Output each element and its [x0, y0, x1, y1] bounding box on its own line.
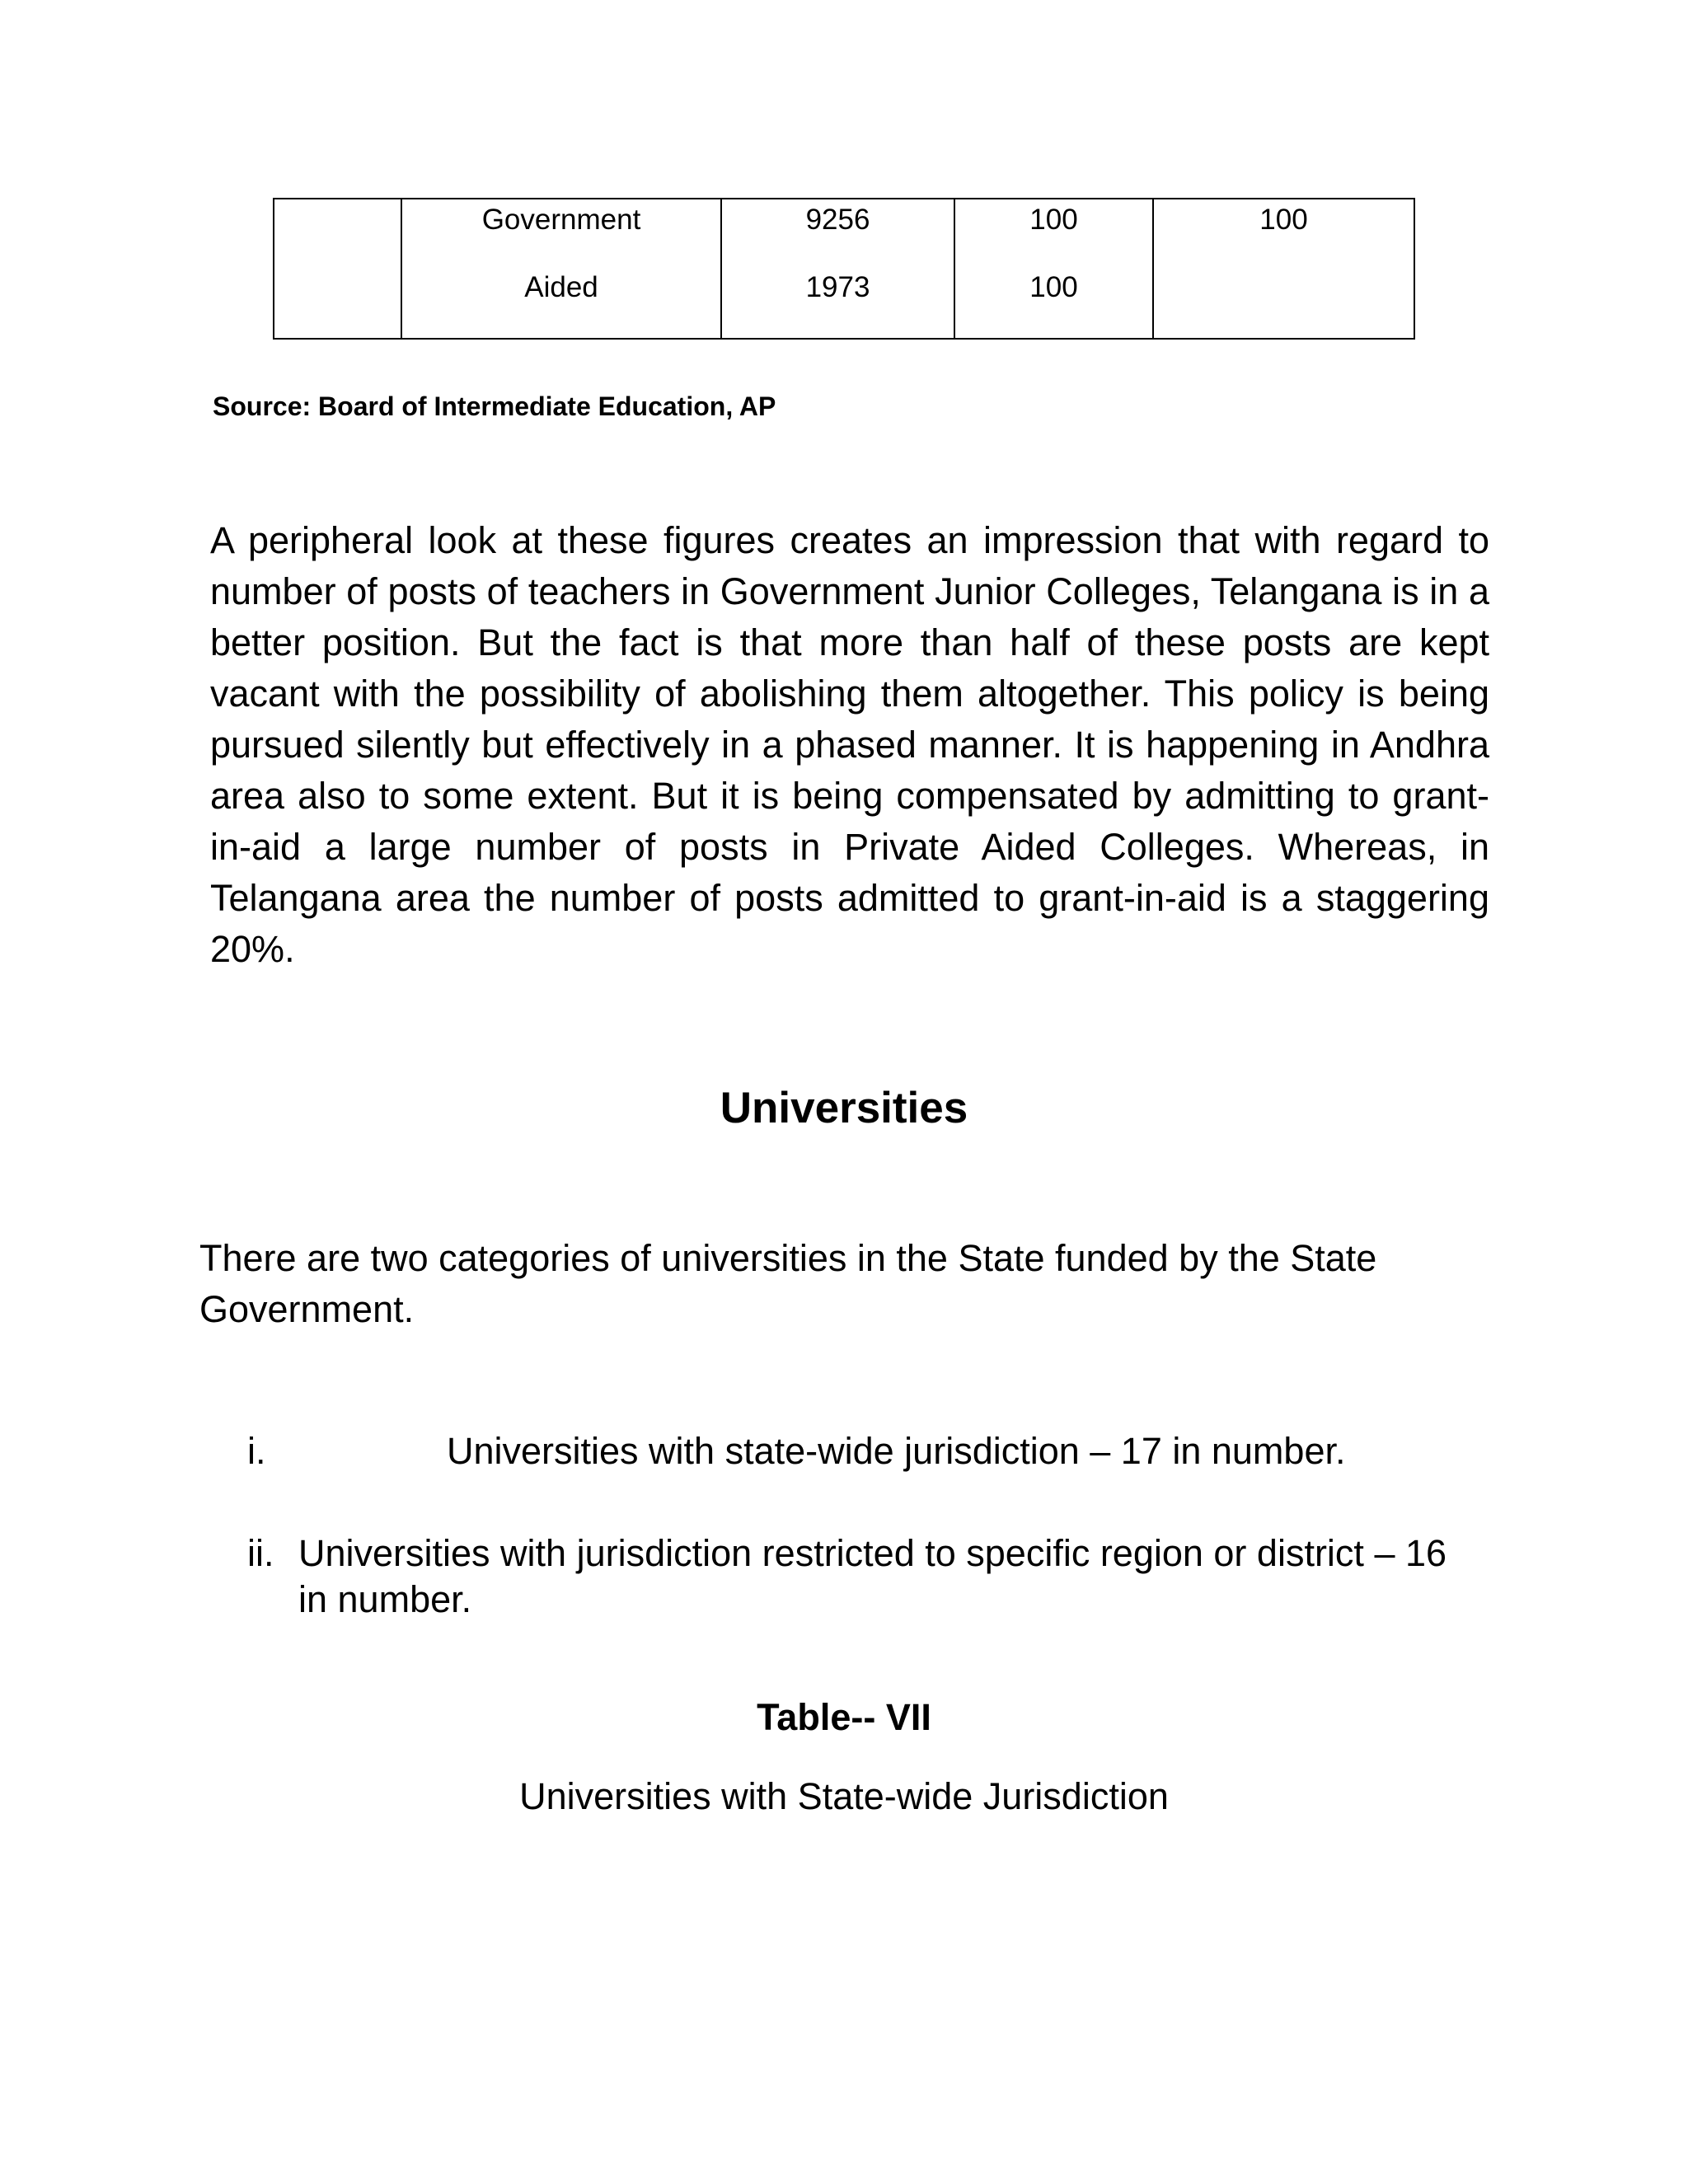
section-heading: Universities: [720, 1084, 968, 1132]
list-marker: ii.: [247, 1532, 274, 1574]
table-cell-value1: [721, 199, 954, 339]
table-row: [274, 199, 1414, 339]
list-marker: i.: [247, 1430, 266, 1472]
cell-value: 1973: [805, 271, 870, 303]
table-title: Table-- VII: [757, 1696, 931, 1738]
table-cell-value3: [1153, 199, 1414, 339]
intro-paragraph: There are two categories of universities in the State funded by the State Government.: [199, 1237, 1377, 1330]
table-cell: [274, 199, 401, 339]
cell-value: Aided: [524, 271, 598, 303]
cell-value: [1154, 270, 1414, 338]
cell-value: Government: [481, 204, 641, 236]
body-paragraph: A peripheral look at these figures creates an impression that with regard to number of posts of teachers in Government Junior Colleges, Telangana is in a better position. But the fact is that more than half of these posts are kept vacant with the possibility of abolishing them altogether. This policy is being pursued silently but effectively in a phased manner. It is happening in Andhra area also to some extent. But it is being compensated by admitting to grant-in-aid a large number of posts in Private Aided Colleges. Whereas, in Telangana area the number of posts admitted to grant-in-aid is a staggering 20%.: [210, 519, 1489, 970]
data-table: [273, 198, 1415, 340]
cell-value: 9256: [805, 204, 870, 236]
table-subtitle: Universities with State-wide Jurisdiction: [519, 1775, 1169, 1817]
table-cell-value2: [954, 199, 1153, 339]
cell-value: 100: [1259, 204, 1308, 236]
source-note: Source: Board of Intermediate Education, AP: [213, 391, 776, 421]
cell-value: 100: [1029, 204, 1078, 236]
table-cell-category: [401, 199, 721, 339]
list-item: Universities with jurisdiction restricted to specific region or district – 16 in number.: [298, 1532, 1447, 1620]
cell-value: 100: [1029, 271, 1078, 303]
list-item: Universities with state-wide jurisdiction – 17 in number.: [447, 1430, 1346, 1472]
